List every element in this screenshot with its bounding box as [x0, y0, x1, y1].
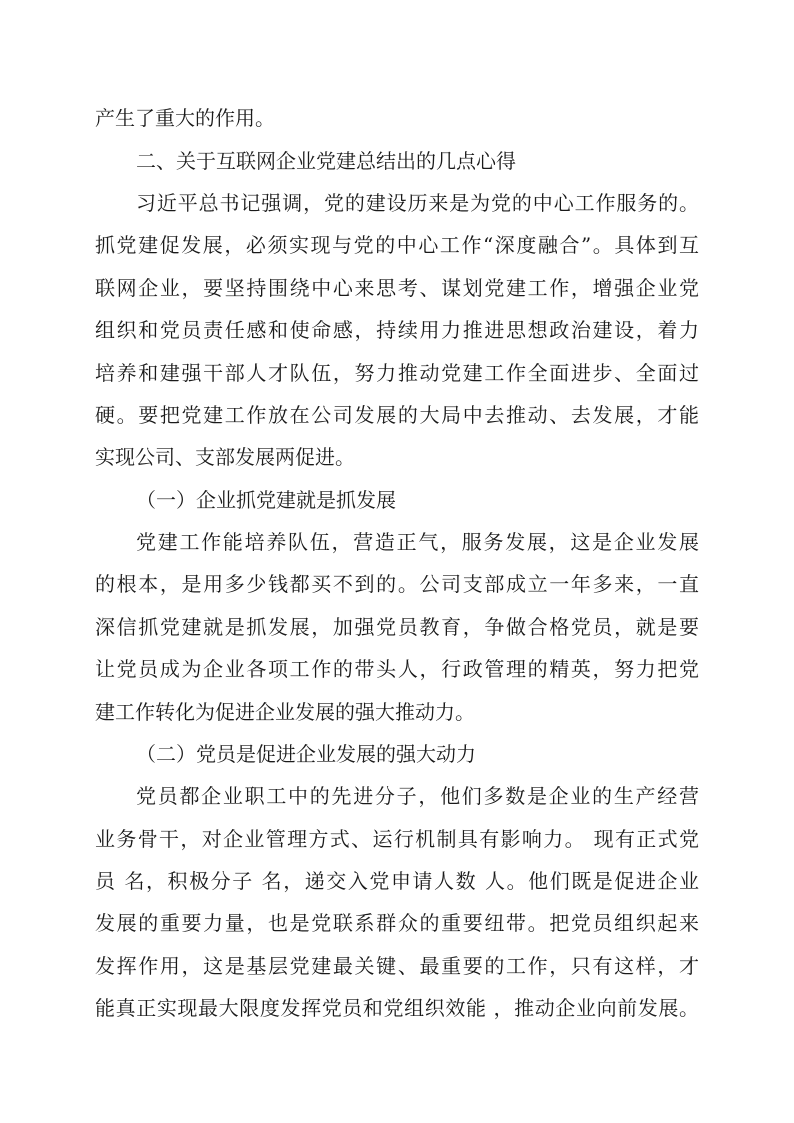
paragraph-line: 深信抓党建就是抓发展，加强党员教育，争做合格党员，就是要	[95, 615, 699, 639]
section-heading: 二、关于互联网企业党建总结出的几点心得	[136, 149, 516, 173]
paragraph-line: 硬。要把党建工作放在公司发展的大局中去推动、去发展，才能	[95, 403, 699, 427]
paragraph-line: 实现公司、支部发展两促进。	[95, 445, 355, 469]
paragraph-line: 员 名，积极分子 名，递交入党申请人数 人。他们既是促进企业	[95, 869, 699, 893]
paragraph-line: 产生了重大的作用。	[95, 106, 275, 130]
paragraph-line: 党员都企业职工中的先进分子，他们多数是企业的生产经营	[136, 784, 699, 808]
paragraph-line: 能真正实现最大限度发挥党员和党组织效能 ，推动企业向前发展。	[95, 996, 699, 1020]
subsection-heading: （二）党员是促进企业发展的强大动力	[136, 742, 476, 766]
paragraph-line: 培养和建强干部人才队伍，努力推动党建工作全面进步、全面过	[95, 361, 699, 385]
paragraph-line: 发挥作用，这是基层党建最关键、最重要的工作，只有这样，才	[95, 954, 699, 978]
paragraph-line: 业务骨干，对企业管理方式、运行机制具有影响力。 现有正式党	[95, 827, 699, 851]
paragraph-line: 习近平总书记强调，党的建设历来是为党的中心工作服务的。	[136, 191, 699, 215]
paragraph-line: 党建工作能培养队伍，营造正气，服务发展，这是企业发展	[136, 530, 699, 554]
paragraph-line: 抓党建促发展，必须实现与党的中心工作“深度融合”。具体到互	[95, 233, 699, 257]
paragraph-line: 让党员成为企业各项工作的带头人，行政管理的精英，努力把党	[95, 657, 699, 681]
paragraph-line: 发展的重要力量，也是党联系群众的重要纽带。把党员组织起来	[95, 911, 699, 935]
paragraph-line: 建工作转化为促进企业发展的强大推动力。	[95, 700, 475, 724]
subsection-heading: （一）企业抓党建就是抓发展	[136, 488, 396, 512]
paragraph-line: 联网企业，要坚持围绕中心来思考、谋划党建工作，增强企业党	[95, 276, 699, 300]
paragraph-line: 组织和党员责任感和使命感，持续用力推进思想政治建设，着力	[95, 318, 699, 342]
paragraph-line: 的根本，是用多少钱都买不到的。公司支部成立一年多来，一直	[95, 572, 699, 596]
